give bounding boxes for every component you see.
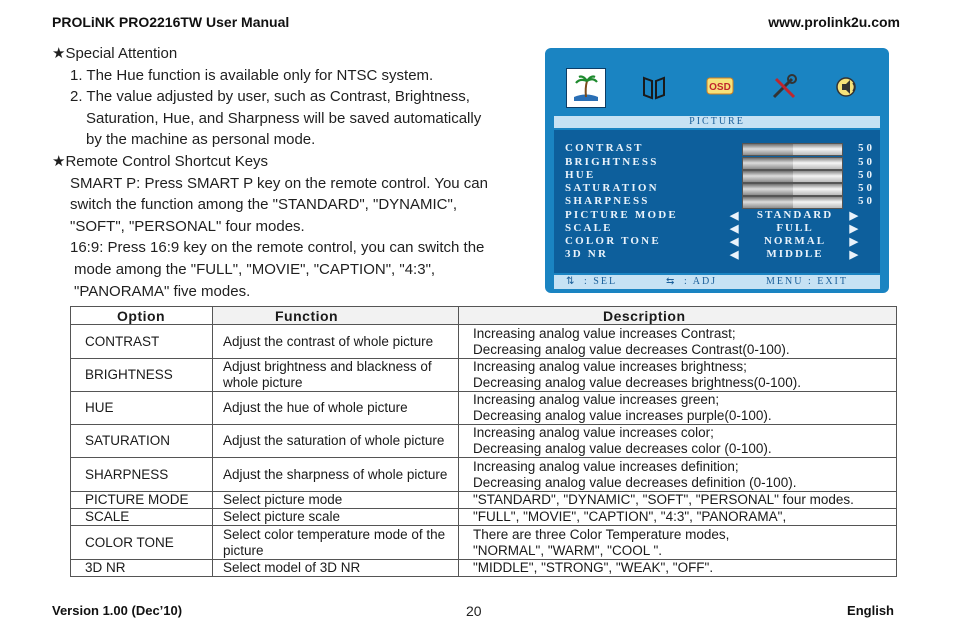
page-number: 20 [466, 603, 482, 619]
osd-label-picture-mode: PICTURE MODE [565, 209, 678, 221]
tools-icon [767, 70, 801, 104]
osd-value-brightness: 50 [858, 156, 875, 168]
osd-slider-saturation [742, 183, 843, 196]
option-cell: 3D NR [71, 560, 213, 577]
footer-language: English [847, 603, 894, 618]
function-cell: Adjust the hue of whole picture [213, 392, 459, 425]
osd-label-sharpness: SHARPNESS [565, 195, 650, 207]
table-row [71, 392, 897, 425]
function-cell: Select color temperature mode of the picture [213, 526, 459, 560]
description-cell: Increasing analog value increases green; Decreasing analog value increases purple(0-100). [459, 392, 897, 425]
function-cell: Adjust the contrast of whole picture [213, 325, 459, 359]
option-cell: SHARPNESS [71, 458, 213, 492]
arrow-right-icon: ▶ [849, 249, 860, 261]
osd-slider-hue [742, 170, 843, 183]
arrow-left-icon: ◀ [730, 249, 741, 261]
table-row [71, 560, 897, 577]
osd-slider-contrast [742, 143, 843, 156]
table-row [71, 458, 897, 492]
description-cell: "FULL", "MOVIE", "CAPTION", "4:3", "PANORAMA", [459, 509, 897, 526]
header-function: Function [213, 307, 459, 325]
description-cell: There are three Color Temperature modes, "NORMAL", "WARM", "COOL ". [459, 526, 897, 560]
header-title: PROLiNK PRO2216TW User Manual [52, 14, 290, 30]
osd-footer-adj: : ADJ [684, 276, 718, 287]
option-table [70, 306, 897, 577]
arrow-left-icon: ◀ [730, 210, 741, 222]
osd-slider-brightness [742, 157, 843, 170]
osd-label-3d-nr: 3D NR [565, 248, 609, 260]
table-header-row [71, 307, 897, 325]
arrow-right-icon: ▶ [849, 223, 860, 235]
osd-icon [703, 70, 737, 104]
ratio-text: 16:9: Press 16:9 key on the remote control, you can switch the [70, 239, 485, 257]
osd-label-contrast: CONTRAST [565, 142, 644, 154]
table-row [71, 325, 897, 359]
table-row [71, 359, 897, 392]
special-item-1: 1. The Hue function is available only for NTSC system. [70, 66, 434, 84]
special-item-2-cont: Saturation, Hue, and Sharpness will be saved automatically [86, 109, 482, 127]
osd-label-hue: HUE [565, 169, 596, 181]
footer-version: Version 1.00 (Dec’10) [52, 603, 183, 618]
table-row [71, 526, 897, 560]
osd-footer [554, 275, 880, 289]
osd-panel: CONTRAST 50 BRIGHTNESS 50 HUE 50 SATURATION 50 SHARPNESS 50 PICTURE MODE ◀ STANDARD ▶ SCALE ◀ FULL ▶ COLOR TONE ◀ NORMAL ▶ 3D NR ◀ MIDDLE ▶ [554, 130, 880, 273]
description-cell: Increasing analog value increases brightness; Decreasing analog value decreases brightness(0-100). [459, 359, 897, 392]
smart-p-text: SMART P: Press SMART P key on the remote control. You can [70, 174, 488, 192]
osd-label-color-tone: COLOR TONE [565, 235, 661, 247]
function-cell: Select model of 3D NR [213, 560, 459, 577]
smart-p-text: "SOFT", "PERSONAL" four modes. [70, 217, 305, 235]
ratio-text: "PANORAMA" five modes. [74, 282, 251, 300]
function-cell: Adjust the sharpness of whole picture [213, 458, 459, 492]
osd-footer-sel: : SEL [584, 276, 618, 287]
special-item-2: 2. The value adjusted by user, such as Contrast, Brightness, [70, 88, 470, 106]
description-cell: "STANDARD", "DYNAMIC", "SOFT", "PERSONAL" four modes. [459, 492, 897, 509]
osd-label-brightness: BRIGHTNESS [565, 156, 659, 168]
osd-value-contrast: 50 [858, 142, 875, 154]
arrow-left-icon: ◀ [730, 236, 741, 248]
osd-value-saturation: 50 [858, 182, 875, 194]
option-cell: COLOR TONE [71, 526, 213, 560]
osd-title: PICTURE [554, 116, 880, 128]
function-cell: Select picture scale [213, 509, 459, 526]
description-cell: Increasing analog value increases color; Decreasing analog value decreases color (0-100). [459, 425, 897, 458]
arrow-right-icon: ▶ [849, 236, 860, 248]
function-cell: Adjust the saturation of whole picture [213, 425, 459, 458]
header-website: www.prolink2u.com [768, 14, 900, 30]
arrow-left-icon: ◀ [730, 223, 741, 235]
option-cell: BRIGHTNESS [71, 359, 213, 392]
table-row [71, 492, 897, 509]
ratio-text: mode among the "FULL", "MOVIE", "CAPTION", "4:3", [74, 260, 436, 278]
instructions-text [52, 43, 522, 302]
special-attention-heading: ★Special Attention [52, 45, 178, 62]
option-cell: PICTURE MODE [71, 492, 213, 509]
description-cell: "MIDDLE", "STRONG", "WEAK", "OFF". [459, 560, 897, 577]
table-row [71, 509, 897, 526]
table-row [71, 425, 897, 458]
function-cell: Select picture mode [213, 492, 459, 509]
display-icon [637, 70, 671, 104]
osd-value-hue: 50 [858, 169, 875, 181]
header-option: Option [71, 307, 213, 325]
osd-slider-sharpness [742, 196, 843, 209]
option-cell: SATURATION [71, 425, 213, 458]
osd-label-saturation: SATURATION [565, 182, 659, 194]
header-description: Description [459, 307, 897, 325]
option-cell: SCALE [71, 509, 213, 526]
picture-icon [566, 68, 606, 108]
special-item-2-cont: by the machine as personal mode. [86, 131, 316, 149]
osd-label-scale: SCALE [565, 222, 613, 234]
smart-p-text: switch the function among the "STANDARD", "DYNAMIC", [70, 196, 457, 214]
option-cell: CONTRAST [71, 325, 213, 359]
svg-text:OSD: OSD [709, 82, 731, 93]
description-cell: Increasing analog value increases definition; Decreasing analog value decreases definition (0-100). [459, 458, 897, 492]
osd-footer-exit: MENU : EXIT [766, 276, 848, 287]
option-cell: HUE [71, 392, 213, 425]
arrow-right-icon: ▶ [849, 210, 860, 222]
osd-value-sharpness: 50 [858, 195, 875, 207]
remote-heading: ★Remote Control Shortcut Keys [52, 152, 269, 170]
description-cell: Increasing analog value increases Contrast; Decreasing analog value decreases Contrast(0-100). [459, 325, 897, 359]
function-cell: Adjust brightness and blackness of whole picture [213, 359, 459, 392]
osd-menu [545, 48, 889, 293]
audio-icon [830, 70, 864, 104]
up-down-arrows-icon: ⇅ [566, 276, 577, 287]
left-right-arrows-icon: ⇆ [666, 276, 677, 287]
